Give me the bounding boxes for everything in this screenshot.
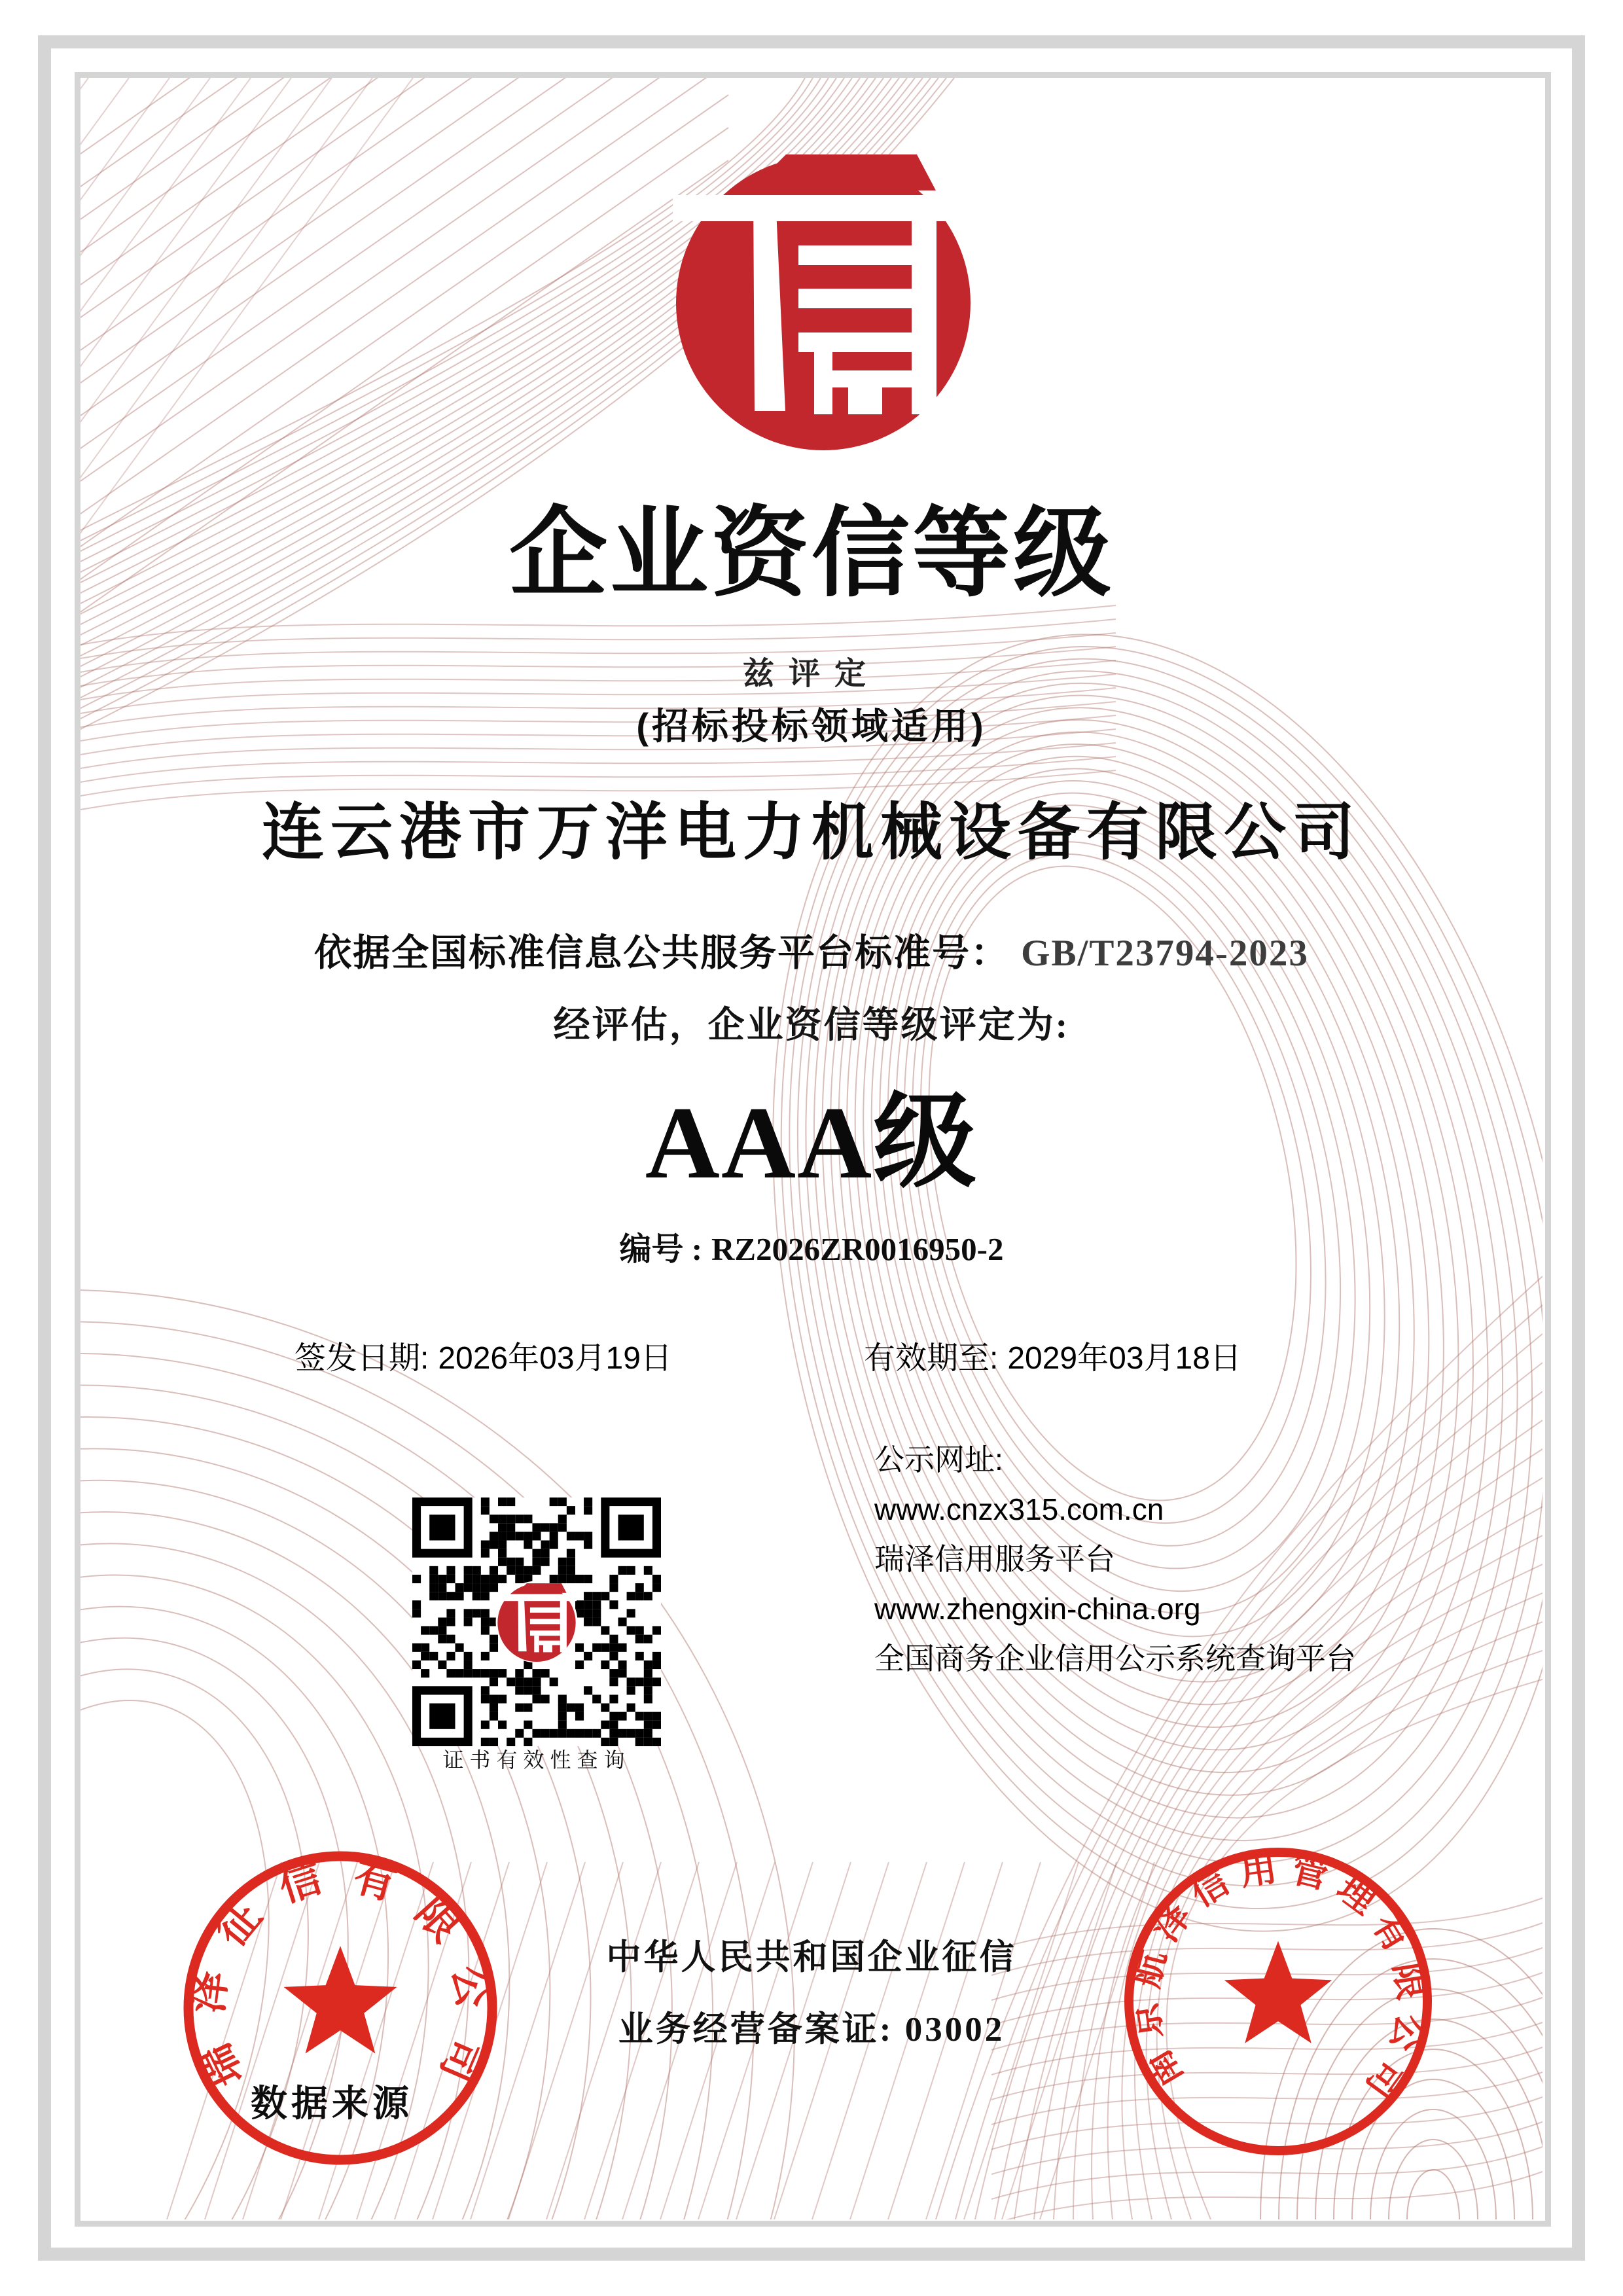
serial-label: 编号 :	[619, 1231, 703, 1267]
qr-caption: 证书有效性查询	[442, 1748, 631, 1772]
rating-value: AAA级	[645, 1086, 978, 1200]
company-name: 连云港市万洋电力机械设备有限公司	[261, 798, 1361, 867]
valid-until-value: 2029年03月18日	[1007, 1341, 1241, 1376]
publicity-site: www.cnzx315.com.cn	[874, 1492, 1164, 1526]
valid-until-line	[864, 1333, 1241, 1378]
standard-line	[0, 923, 1623, 977]
issue-date-value: 2026年03月19日	[438, 1341, 672, 1376]
footer-country-line: 中华人民共和国企业征信	[606, 1939, 1017, 1977]
footer-license-line: 业务经营备案证: 03002	[618, 2011, 1005, 2049]
serial-number: RZ2026ZR0016950-2	[711, 1231, 1004, 1267]
issued-statement: 兹评定	[742, 656, 880, 691]
credit-logo-icon	[673, 149, 974, 450]
page-title: 企业资信等级	[508, 500, 1114, 609]
valid-until-label: 有效期至:	[864, 1341, 999, 1376]
publicity-site: 瑞泽信用服务平台	[874, 1542, 1115, 1576]
right-seal-text: 南京航泽信用管理有限公司	[1124, 1848, 1432, 2106]
standard-number: GB/T23794-2023	[1021, 933, 1309, 974]
publicity-site: www.zhengxin-china.org	[874, 1592, 1201, 1626]
assessment-statement: 经评估，企业资信等级评定为:	[553, 1005, 1070, 1046]
serial-line	[0, 1224, 1623, 1270]
standard-label: 依据全国标准信息公共服务平台标准号：	[314, 933, 1010, 974]
issue-date-label: 签发日期:	[294, 1341, 429, 1376]
left-seal-text: 瑞泽征信有限公司	[183, 1852, 497, 2095]
issue-date-line	[294, 1333, 672, 1378]
scope-note: (招标投标领域适用)	[636, 706, 987, 747]
publicity-site: 全国商务企业信用公示系统查询平台	[874, 1641, 1356, 1676]
publicity-label: 公示网址:	[874, 1443, 1003, 1477]
publicity-block	[874, 1435, 1356, 1683]
data-source-label: 数据来源	[251, 2083, 413, 2124]
qr-code	[412, 1498, 661, 1746]
